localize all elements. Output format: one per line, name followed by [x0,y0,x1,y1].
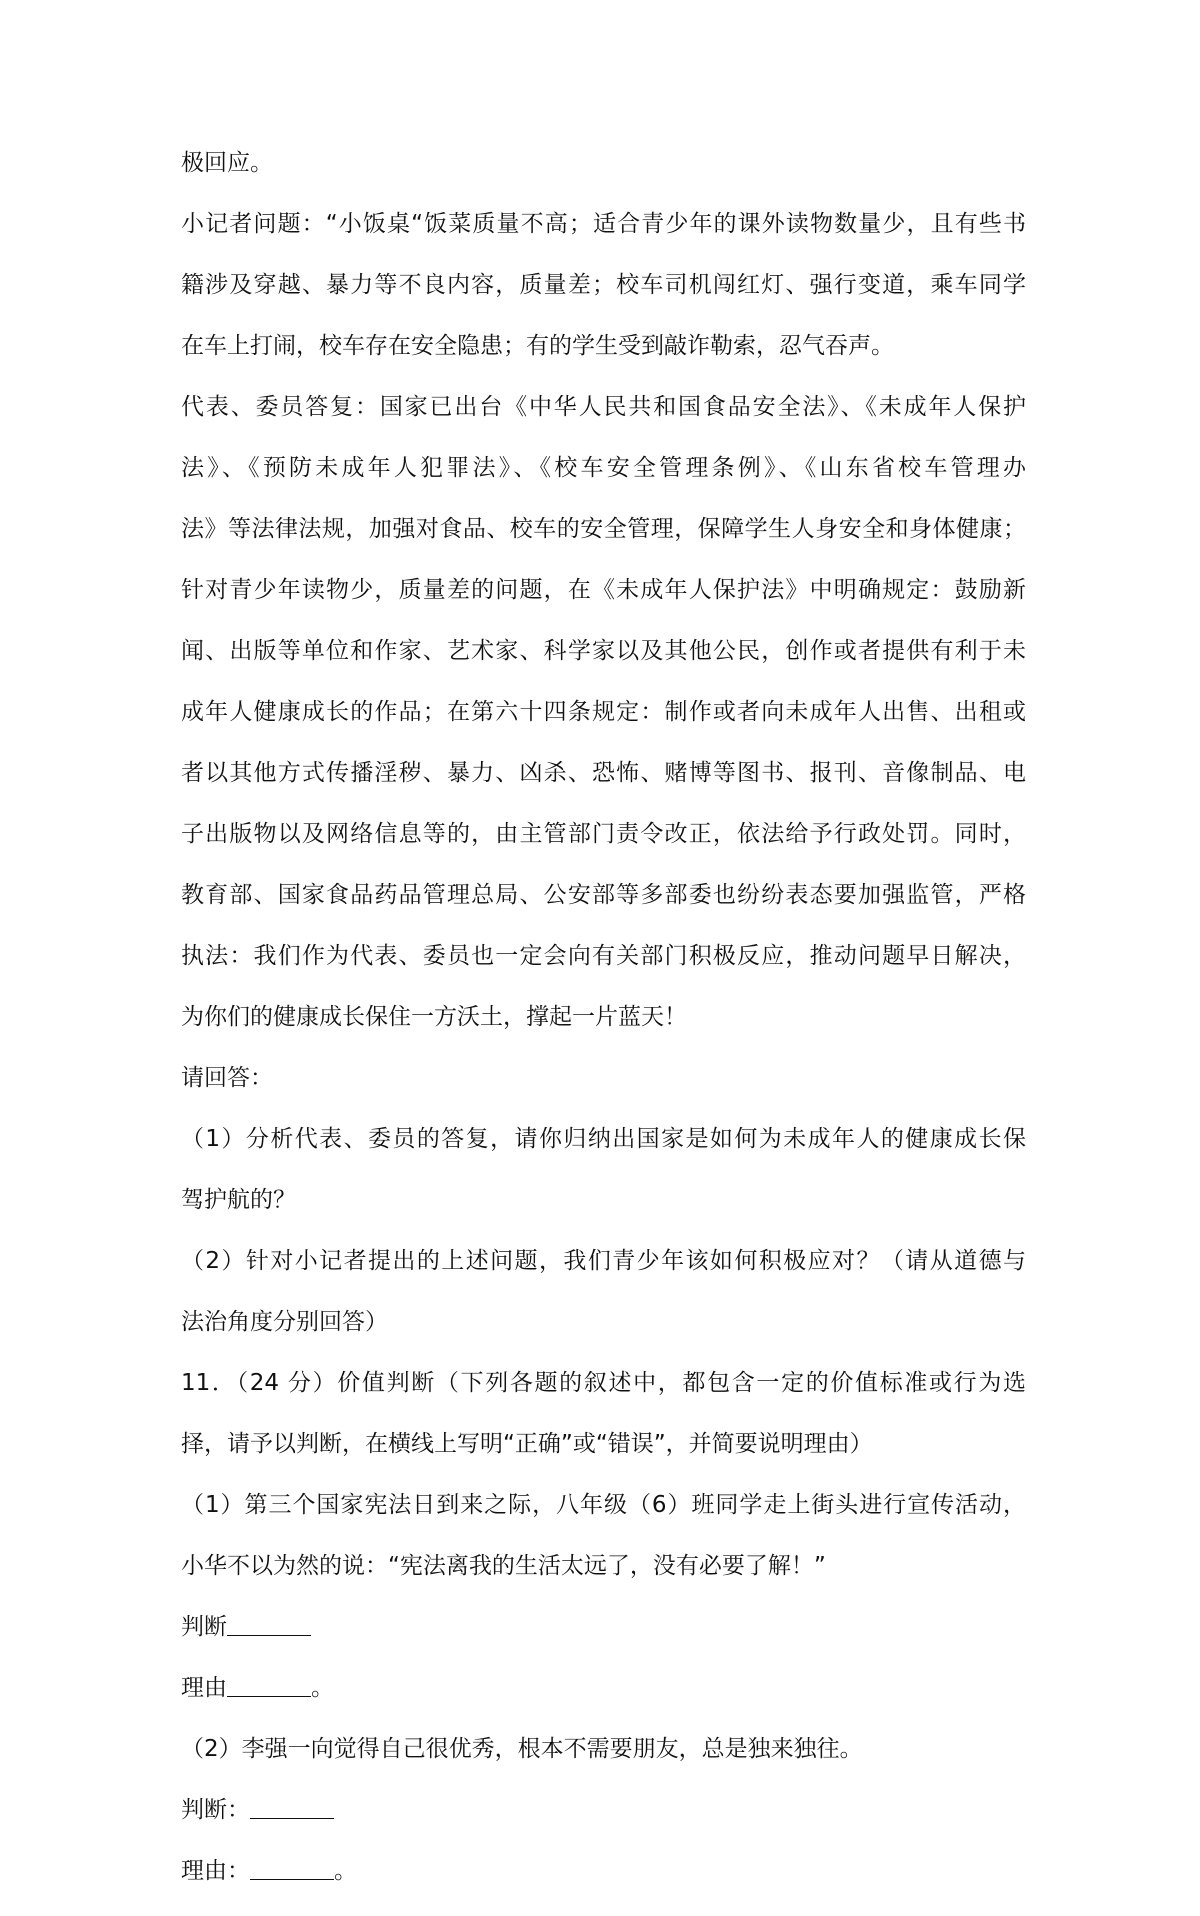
text-line-13: 教育部、国家食品药品管理总局、公安部等多部委也纷纷表态要加强监管，严格 [181,882,1026,908]
text-line-4: 在车上打闹，校车存在安全隐患；有的学生受到敲诈勒索，忍气吞声。 [181,333,894,359]
text-line-16: 请回答： [181,1065,273,1091]
text-line-9: 闻、出版等单位和作家、艺术家、科学家以及其他公民，创作或者提供有利于未 [181,638,1026,664]
question-1-line-2: 驾护航的？ [181,1187,296,1213]
q2-judge-label: 判断： [181,1797,250,1823]
q1-judge-label: 判断 [181,1614,227,1640]
text-line-3: 籍涉及穿越、暴力等不良内容，质量差；校车司机闯红灯、强行变道，乘车同学 [181,272,1026,298]
q2-reason-blank[interactable] [250,1857,334,1880]
text-line-8: 针对青少年读物少，质量差的问题，在《未成年人保护法》中明确规定：鼓励新 [181,577,1026,603]
text-line-10: 成年人健康成长的作品；在第六十四条规定：制作或者向未成年人出售、出租或 [181,699,1026,725]
text-line-2: 小记者问题：“小饭桌“饭菜质量不高；适合青少年的课外读物数量少，且有些书 [181,211,1026,237]
q2-judge-row [181,1794,1026,1826]
q1-reason-blank[interactable] [227,1674,311,1697]
question-11-line-2: 择，请予以判断，在横线上写明“正确”或“错误”，并简要说明理由） [181,1431,873,1457]
q2-reason-label: 理由： [181,1858,250,1884]
text-line-15: 为你们的健康成长保住一方沃土，撑起一片蓝天！ [181,1004,687,1030]
q1-reason-label: 理由 [181,1675,227,1701]
q2-question: （2）李强一向觉得自己很优秀，根本不需要朋友，总是独来独往。 [181,1736,863,1762]
q2-reason-row [181,1855,1026,1887]
text-line-12: 子出版物以及网络信息等的，由主管部门责令改正，依法给予行政处罚。同时， [181,821,1026,847]
text-line-6: 法》、《预防未成年人犯罪法》、《校车安全管理条例》、《山东省校车管理办 [181,455,1026,481]
q1-judge-blank[interactable] [227,1613,311,1636]
q2-reason-end: 。 [334,1858,357,1884]
question-2-line-1: （2）针对小记者提出的上述问题，我们青少年该如何积极应对？（请从道德与 [181,1248,1026,1274]
q2-judge-blank[interactable] [250,1796,334,1819]
q1-judge-row [181,1611,1026,1643]
text-line-1: 极回应。 [181,150,273,176]
text-line-11: 者以其他方式传播淫秽、暴力、凶杀、恐怖、赌博等图书、报刊、音像制品、电 [181,760,1026,786]
question-2-line-2: 法治角度分别回答） [181,1309,388,1335]
question-1-line-1: （1）分析代表、委员的答复，请你归纳出国家是如何为未成年人的健康成长保 [181,1126,1026,1152]
text-line-5: 代表、委员答复：国家已出台《中华人民共和国食品安全法》、《未成年人保护 [181,394,1026,420]
q1-reason-row [181,1672,1026,1704]
question-11-line-1: 11．（24 分）价值判断（下列各题的叙述中，都包含一定的价值标准或行为选 [181,1370,1026,1396]
question-11-1-line-1: （1）第三个国家宪法日到来之际，八年级（6）班同学走上街头进行宣传活动， [181,1492,1026,1518]
q1-reason-end: 。 [311,1675,334,1701]
text-line-7: 法》等法律法规，加强对食品、校车的安全管理，保障学生人身安全和身体健康； [181,516,1026,542]
text-line-14: 执法：我们作为代表、委员也一定会向有关部门积极反应，推动问题早日解决， [181,943,1026,969]
question-11-1-line-2: 小华不以为然的说：“宪法离我的生活太远了，没有必要了解！” [181,1553,826,1579]
document-page [181,147,1026,1916]
